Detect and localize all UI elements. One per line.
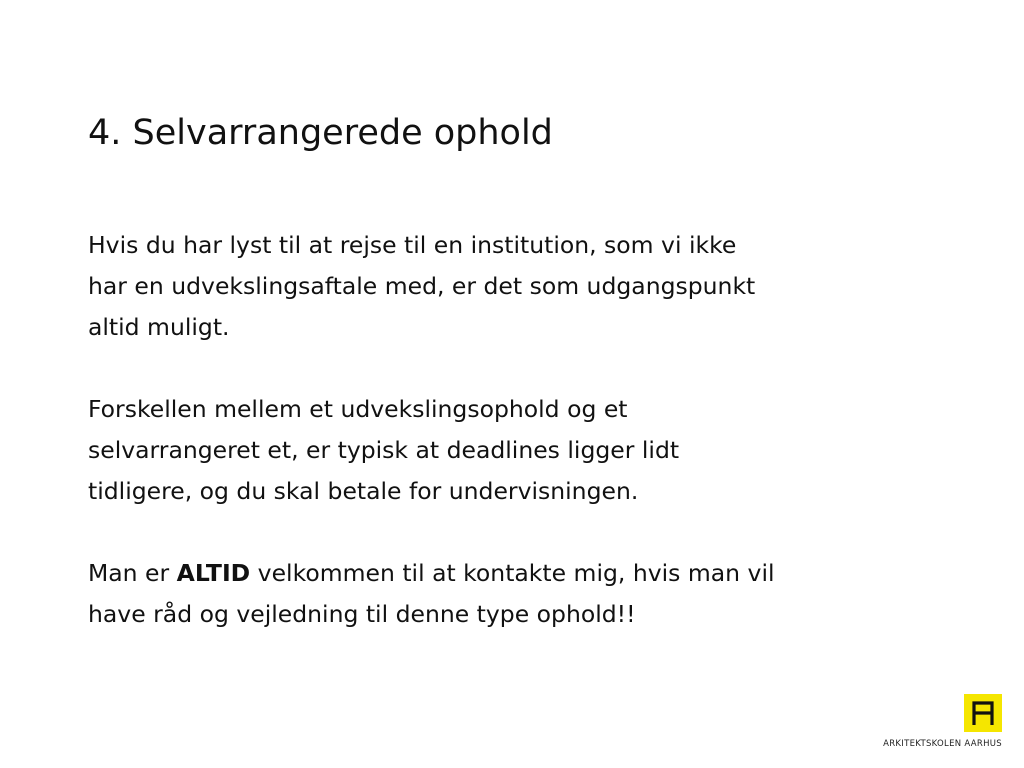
text-line: tidligere, og du skal betale for undervisningen. [88,477,639,505]
paragraph-difference [88,389,679,512]
paragraph-contact [88,553,775,635]
paragraph-intro [88,225,755,348]
text-line: har en udvekslingsaftale med, er det som udgangspunkt [88,272,756,300]
school-name: ARKITEKTSKOLEN AARHUS [883,739,1002,749]
text-line: selvarrangeret et, er typisk at deadlines ligger lidt [88,436,680,464]
emphasis-altid: ALTID [176,559,251,587]
text-line: Forskellen mellem et udvekslingsophold og et [88,395,628,423]
text-segment: velkommen til at kontakte mig, hvis man vil [250,559,775,587]
text-line [88,553,775,594]
letter-a-logo-icon [964,694,1002,732]
school-logo [964,694,1002,732]
text-line: Hvis du har lyst til at rejse til en institution, som vi ikke [88,231,737,259]
slide-title: 4. Selvarrangerede ophold [88,113,553,153]
text-line: altid muligt. [88,313,230,341]
text-line: have råd og vejledning til denne type ophold!! [88,600,636,628]
text-segment: Man er [88,559,177,587]
